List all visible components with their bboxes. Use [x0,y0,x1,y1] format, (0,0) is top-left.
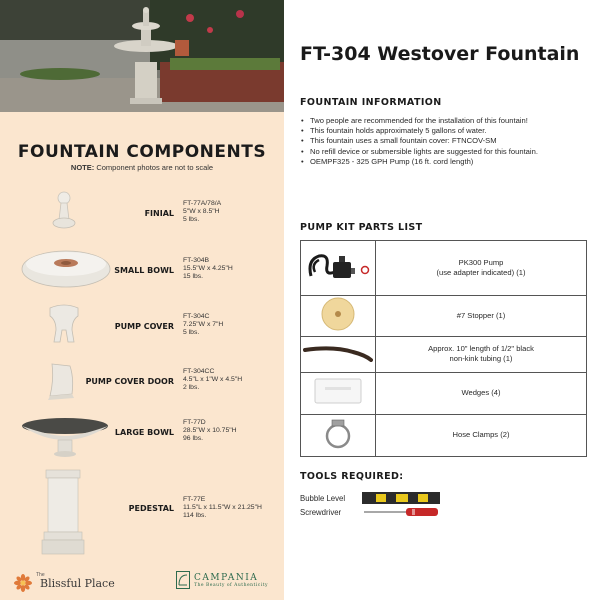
list-item: • No refill device or submersible lights are suggested for this fountain. [300,147,598,157]
component-spec: FT-77A/78/A 5"W x 8.5"H 5 lbs. [183,200,222,224]
campania-mark-icon [176,571,190,589]
component-label: FINIAL [144,209,174,218]
component-finial [0,190,284,240]
stopper-cell [301,296,376,337]
component-spec: FT-77D 28.5"W x 10.75"H 96 lbs. [183,419,237,443]
component-label: SMALL BOWL [114,266,174,275]
pump-cover-icon [44,302,84,348]
wedge-icon [311,375,365,407]
component-label: PUMP COVER [114,322,174,331]
list-item: • This fountain uses a small fountain cover: FTNCOV-SM [300,136,598,146]
component-pump-cover-door [0,360,284,406]
list-item: • OEMPF325 - 325 GPH Pump (16 ft. cord length) [300,157,598,167]
component-spec: FT-77E 11.5"L x 11.5"W x 21.25"H 114 lbs. [183,496,262,520]
campania-logo [176,571,268,589]
pump-cover-door-icon [44,360,80,404]
flower-icon [14,574,32,592]
table-row [301,336,587,372]
wedge-text: Wedges (4) [376,372,587,414]
component-label: LARGE BOWL [114,428,174,437]
list-item: • Two people are recommended for the installation of this fountain! [300,116,598,126]
wedge-cell [301,372,376,414]
pump-text: PK300 Pump (use adapter indicated) (1) [376,241,587,296]
tools-heading: TOOLS REQUIRED: [300,471,404,482]
stopper-text: #7 Stopper (1) [376,296,587,337]
blissful-place-logo [14,574,115,592]
fountain-photo [0,0,284,112]
component-label: PEDESTAL [128,504,174,513]
pump-cell [301,241,376,296]
component-pedestal [0,468,284,560]
table-row [301,414,587,456]
component-label: PUMP COVER DOOR [85,377,174,386]
hose-clamp-text: Hose Clamps (2) [376,414,587,456]
tubing-text: Approx. 10" length of 1/2" black non-kink tubing (1) [376,336,587,372]
screwdriver-icon [362,506,442,518]
tubing-icon [303,342,373,362]
campania-brand: CAMPANIA [194,572,259,583]
large-bowl-icon [20,414,110,460]
pump-kit-table [300,240,587,457]
component-large-bowl [0,414,284,462]
bubble-level-icon [362,491,442,505]
components-panel [0,0,284,600]
tubing-cell [301,336,376,372]
page-title: FT-304 Westover Fountain [300,43,580,65]
note-text: Component photos are not to scale [96,163,214,172]
campania-tagline: The Beauty of Authenticity [194,582,269,588]
component-spec: FT-304C 7.25"W x 7"H 5 lbs. [183,313,224,337]
details-panel [284,0,600,600]
hose-clamp-icon [320,416,356,450]
table-row [301,241,587,296]
pedestal-icon [38,468,88,558]
tool-screwdriver: Screwdriver [300,508,342,517]
hose-clamp-cell [301,414,376,456]
components-title: FOUNTAIN COMPONENTS [17,142,267,162]
list-item: • This fountain holds approximately 5 gallons of water. [300,126,598,136]
note-label: NOTE: [70,163,95,172]
component-small-bowl [0,245,284,295]
tool-bubble-level: Bubble Level [300,494,346,503]
table-row [301,372,587,414]
table-row [301,296,587,337]
components-note [0,163,284,172]
finial-icon [48,190,80,232]
logo-name-text: Blissful Place [40,576,115,590]
small-bowl-icon [20,245,112,291]
logo-the-text: The [36,572,45,578]
component-spec: FT-304CC 4.5"L x 1"W x 4.5"H 2 lbs. [183,368,243,392]
component-pump-cover [0,302,284,352]
pump-kit-heading: PUMP KIT PARTS LIST [300,222,423,233]
pump-icon [305,246,371,286]
info-heading: FOUNTAIN INFORMATION [300,97,442,108]
component-spec: FT-304B 15.5"W x 4.25"H 15 lbs. [183,257,233,281]
stopper-icon [318,296,358,332]
info-list [300,116,598,167]
